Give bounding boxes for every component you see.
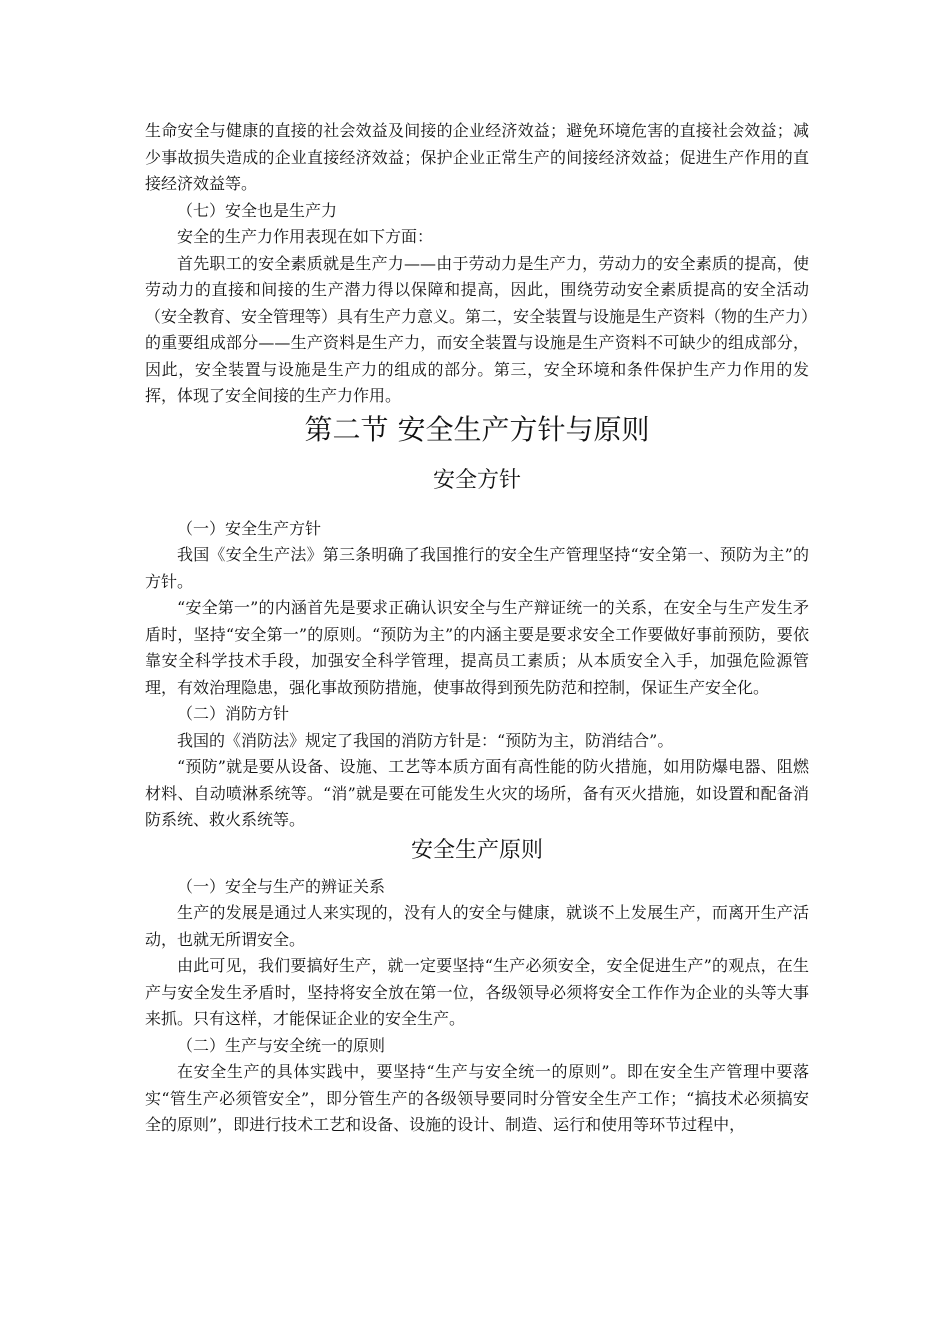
subheading: （一）安全与生产的辨证关系 (177, 876, 386, 896)
body-paragraph: 安全的生产力作用表现在如下方面： (177, 227, 434, 246)
body-paragraph: 在安全生产的具体实践中，要坚持“生产与安全统一的原则”。即在安全生产管理中要落实“管生产必须管安全”，即分管生产的各级领导要同时分管安全生产工作；“搞技术必须搞安全的原则”，即进行技术工艺和设备、设施的设计、制造、运行和使用等环节过程中， (145, 1062, 809, 1134)
body-paragraph: 由此可见，我们要搞好生产，就一定要坚持“生产必须安全，安全促进生产”的观点，在生产与安全发生矛盾时，坚持将安全放在第一位，各级领导必须将安全工作作为企业的头等大事来抓。只有这样，才能保证企业的安全生产。 (145, 956, 809, 1028)
subheading: （七）安全也是生产力 (177, 200, 338, 220)
body-paragraph: 我国《安全生产法》第三条明确了我国推行的安全生产管理坚持“安全第一、预防为主”的方针。 (145, 545, 809, 591)
body-paragraph: “预防”就是要从设备、设施、工艺等本质方面有高性能的防火措施，如用防爆电器、阻燃材料、自动喷淋系统等。“消”就是要在可能发生火灾的场所，备有灭火措施，如设置和配备消防系统、救火系统等。 (145, 757, 809, 829)
subheading: （二）生产与安全统一的原则 (177, 1035, 386, 1055)
subheading: （一）安全生产方针 (177, 518, 322, 538)
page-content (145, 118, 809, 1139)
body-paragraph: 生命安全与健康的直接的社会效益及间接的企业经济效益；避免环境危害的直接社会效益；减少事故损失造成的企业直接经济效益；保护企业正常生产的间接经济效益；促进生产作用的直接经济效益等。 (145, 121, 809, 193)
subsection-title-principles: 安全生产原则 (410, 837, 543, 863)
body-paragraph: 生产的发展是通过人来实现的，没有人的安全与健康，就谈不上发展生产，而离开生产活动，也就无所谓安全。 (145, 903, 809, 949)
subheading: （二）消防方针 (177, 704, 290, 723)
subsection-title-policy: 安全方针 (432, 467, 521, 493)
body-paragraph: “安全第一”的内涵首先是要求正确认识安全与生产辩证统一的关系，在安全与生产发生矛盾时，坚持“安全第一”的原则。“预防为主”的内涵主要是要求安全工作要做好事前预防，要依靠安全科学技术手段，加强安全科学管理，提高员工素质；从本质安全入手，加强危险源管理，有效治理隐患，强化事故预防措施，使事故得到预先防范和控制，保证生产安全化。 (145, 598, 809, 697)
section-title: 第二节 安全生产方针与原则 (304, 412, 650, 446)
body-paragraph: 我国的《消防法》规定了我国的消防方针是：“预防为主，防消结合”。 (177, 730, 674, 750)
body-paragraph: 首先职工的安全素质就是生产力——由于劳动力是生产力，劳动力的安全素质的提高，使劳动力的直接和间接的生产潜力得以保障和提高，因此，围绕劳动安全素质提高的安全活动（安全教育、安全管理等）具有生产力意义。第二，安全装置与设施是生产资料（物的生产力）的重要组成部分——生产资料是生产力，而安全装置与设施是生产资料不可缺少的组成部分，因此，安全装置与设施是生产力的组成的部分。第三，安全环境和条件保护生产力作用的发挥，体现了安全间接的生产力作用。 (145, 253, 810, 405)
